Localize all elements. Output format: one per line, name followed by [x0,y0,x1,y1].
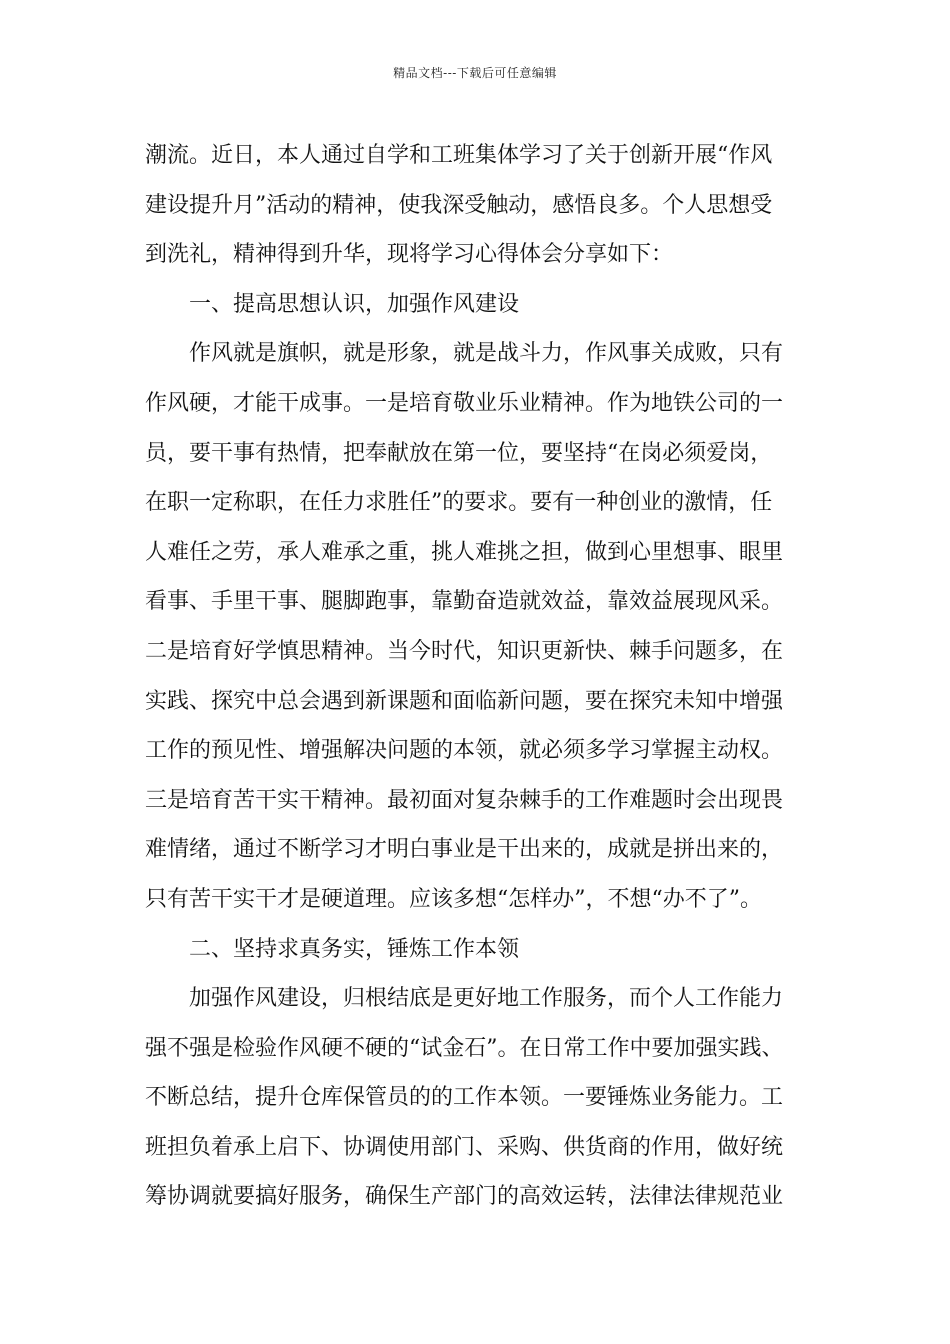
body-line: 到洗礼，精神得到升华，现将学习心得体会分享如下： [145,242,674,268]
body-line: 工作的预见性、增强解决问题的本领，就必须多学习掌握主动权。 [145,738,784,764]
body-line: 建设提升月”活动的精神，使我深受触动，感悟良多。个人思想受 [145,192,773,218]
body-line: 二是培育好学慎思精神。当今时代，知识更新快、棘手问题多，在 [145,638,784,664]
body-line: 筹协调就要搞好服务，确保生产部门的高效运转，法律法律规范业 [145,1184,784,1210]
paragraph-start: 加强作风建设，归根结底是更好地工作服务，而个人工作能力 [189,986,784,1012]
document-header: 精品文档---下载后可任意编辑 [393,66,557,80]
section-heading-1: 一、提高思想认识，加强作风建设 [189,291,520,317]
body-line: 班担负着承上启下、协调使用部门、采购、供货商的作用，做好统 [145,1134,784,1160]
body-line: 只有苦干实干才是硬道理。应该多想“怎样办”，不想“办不了”。 [145,886,762,912]
body-line: 员，要干事有热情，把奉献放在第一位，要坚持“在岗必须爱岗， [145,440,773,466]
body-line: 难情绪，通过不断学习才明白事业是干出来的，成就是拼出来的， [145,837,784,863]
body-line: 在职一定称职，在任力求胜任”的要求。要有一种创业的激情，任 [145,490,773,516]
paragraph-start: 作风就是旗帜，就是形象，就是战斗力，作风事关成败，只有 [189,341,784,367]
body-line: 实践、探究中总会遇到新课题和面临新问题，要在探究未知中增强 [145,688,784,714]
body-line: 人难任之劳，承人难承之重，挑人难挑之担，做到心里想事、眼里 [145,539,784,565]
body-line: 三是培育苦干实干精神。最初面对复杂棘手的工作难题时会出现畏 [145,787,784,813]
body-line: 强不强是检验作风硬不硬的“试金石”。在日常工作中要加强实践、 [145,1035,784,1061]
body-line: 作风硬，才能干成事。一是培育敬业乐业精神。作为地铁公司的一 [145,390,784,416]
body-line: 潮流。近日，本人通过自学和工班集体学习了关于创新开展“作风 [145,143,773,168]
body-line: 不断总结，提升仓库保管员的的工作本领。一要锤炼业务能力。工 [145,1085,784,1111]
section-heading-2: 二、坚持求真务实，锤炼工作本领 [189,936,520,962]
document-body [145,131,845,1222]
body-line: 看事、手里干事、腿脚跑事，靠勤奋造就效益，靠效益展现风采。 [145,589,784,615]
